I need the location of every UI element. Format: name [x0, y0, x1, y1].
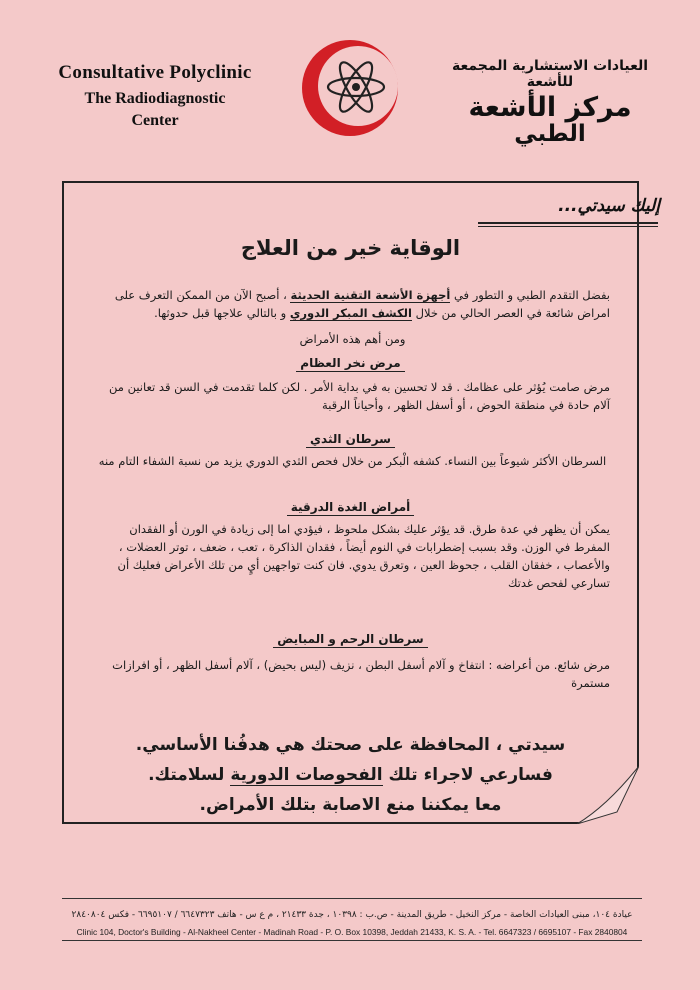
keyword-periodic-exams: الفحوصات الدورية: [230, 765, 383, 785]
english-name-line1: Consultative Polyclinic: [58, 62, 252, 83]
arabic-name-line3: الطبي: [514, 121, 586, 147]
intro-underline-2: [478, 226, 658, 227]
english-name-line3: Center: [131, 112, 179, 129]
keyword-modern-radiology: أجهزة الأشعة التقنية الحديثة: [290, 288, 451, 302]
closing-line-1: سيدتي ، المحافظة على صحتك هي هدفُنا الأساسي.: [135, 735, 566, 755]
english-name-line2: The Radiodiagnostic: [84, 90, 226, 107]
footer-address-arabic: عيادة ١٠٤، مبنى العيادات الخاصة - مركز النخيل - طريق المدينة - ص.ب : ١٠٣٩٨ ، جدة ٢١٤٣٣ ، م ع س - هاتف ٦٦٤٧٣٢٣ / ٦٦٩٥١٠٧ - فكس ٢٨٤٠٨٠٤: [71, 910, 633, 920]
opening-subline: ومن أهم هذه الأمراض: [299, 332, 406, 346]
opening-text-b: ، أصبح الآن من الممكن التعرف على امراض شائعة في العصر الحالي من خلال: [114, 288, 610, 320]
intro-underline: [478, 222, 658, 224]
crescent-atom-logo-icon: [300, 38, 400, 138]
arabic-name-line2: مركز الأشعة: [468, 92, 632, 123]
section-title-breast-cancer: سرطان الثدي: [62, 432, 639, 446]
footer-rule-bottom: [62, 940, 642, 941]
intro-heading: إليك سيدتي...: [558, 196, 660, 216]
footer-address-english: Clinic 104, Doctor's Building - Al-Nakheel Center - Madinah Road - P. O. Box 10398, Jeddah 21433, K. S. A. - Tel. 6647323 / 6695107 - Fax 2840804: [76, 927, 628, 937]
opening-paragraph: [95, 286, 610, 322]
closing-line-3: معا يمكننا منع الاصابة بتلك الأمراض.: [199, 795, 502, 815]
arabic-name-line1: العيادات الاستشارية المجمعة للأشعة: [451, 58, 649, 90]
arabic-clinic-name: [430, 58, 670, 147]
footer-rule-top: [62, 898, 642, 899]
section-body-breast-cancer: السرطان الأكثر شيوعاً بين النساء. كشفه الْبكر من خلال فحص الثدي الدوري يزيد من نسبة الشفاء التام منه: [98, 454, 607, 468]
section-body-osteoporosis: مرض صامت يُؤثر على عظامك . قد لا تحسين به في بداية الأمر . لكن كلما تقدمت في السن قد تعانين من آلام حادة في منطقة الحوض ، أو أسفل الظهر ، وأحياناً الرقبة: [109, 380, 610, 412]
main-title: الوقاية خير من العلاج: [240, 236, 461, 260]
section-body-thyroid: يمكن أن يظهر في عدة طرق. قد يؤثر عليك بشكل ملحوظ ، فيؤدي اما إلى زيادة في الورن أو الفقدان المفرط في الوزن. وقد بسبب إضطرابات في النوم أيضاً ، فقدان الذاكرة ، تعب ، ضعف ، توتر العضلات ، والأعصاب ، خفقان القلب ، جحوظ العين ، وتعرق يدوي. فان كنت تواجهين أيٍ من تلك الأعراض فعليك أن تسارعي لفحص غدتك: [117, 522, 610, 590]
section-body-uterine-ovarian-cancer: مرض شائع. من أعراضه : انتفاخ و آلام أسفل البطن ، نزيف (ليس بحيض) ، آلام أسفل الظهر ، أو افرازات مستمرة: [112, 658, 610, 690]
english-clinic-name: [40, 62, 270, 130]
section-title-thyroid: أمراض الغدة الدرقية: [62, 500, 639, 514]
section-title-uterine-ovarian-cancer: سرطان الرحم و المبايض: [62, 632, 639, 646]
closing-line-2: فسارعي لاجراء تلك الفحوصات الدورية لسلامتك.: [148, 765, 553, 785]
opening-text-c: و بالتالي علاجها قبل حدوثها.: [154, 306, 287, 320]
opening-text-a: بفضل التقدم الطبي و التطور في: [453, 288, 610, 302]
letterhead: [0, 0, 700, 150]
section-title-osteoporosis: مرض نخر العظام: [62, 356, 639, 370]
keyword-early-screening: الكشف المبكر الدوري: [289, 306, 412, 320]
